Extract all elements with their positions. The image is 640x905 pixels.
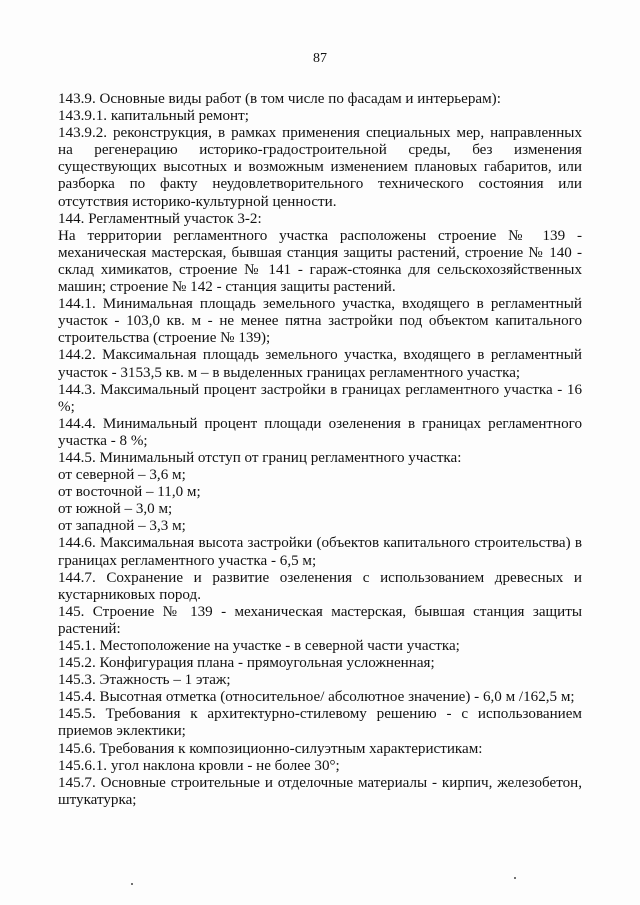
paragraph-144-3: 144.3. Максимальный процент застройки в границах регламентного участка - 16 %; (58, 381, 582, 415)
paragraph-144-5: 144.5. Минимальный отступ от границ регламентного участка: (58, 449, 462, 466)
paragraph-144-6: 144.6. Максимальная высота застройки (объектов капитального строительства) в границах регламентного участка - 6,5 м; (58, 535, 582, 569)
scan-speck (131, 883, 133, 885)
paragraph-145-1: 145.1. Местоположение на участке - в северной части участка; (58, 638, 460, 654)
paragraph-143-9-1: 143.9.1. капитальный ремонт; (58, 108, 249, 125)
setback-east: от восточной – 11,0 м; (58, 484, 201, 501)
paragraph-145-7: 145.7. Основные строительные и отделочные материалы - кирпич, железобетон, штукатурка; (58, 774, 582, 808)
paragraph-145: 145. Строение № 139 - механическая мастерская, бывшая станция защиты растений: (58, 603, 582, 637)
paragraph-144-2: 144.2. Максимальная площадь земельного участка, входящего в регламентный участок - 3153,5 кв. м – в выделенных границах регламентного участка; (58, 347, 582, 381)
paragraph-144: 144. Регламентный участок 3-2: (58, 210, 262, 227)
document-body (58, 91, 582, 809)
paragraph-145-2: 145.2. Конфигурация плана - прямоугольная усложненная; (58, 655, 435, 672)
paragraph-145-3: 145.3. Этажность – 1 этаж; (58, 672, 231, 689)
paragraph-144-7: 144.7. Сохранение и развитие озеленения с использованием древесных и кустарниковых пород. (58, 569, 582, 603)
paragraph-144-1: 144.1. Минимальная площадь земельного участка, входящего в регламентный участок - 103,0 кв. м - не менее пятна застройки под объектом капитального строительства (строение № 139); (58, 296, 582, 347)
page-number: 87 (313, 51, 327, 66)
paragraph-143-9-2: 143.9.2. реконструкция, в рамках применения специальных мер, направленных на регенерацию историко-градостроительной среды, без изменения существующих высотных и возможным изменением плановых габаритов, или разборка по факту неудовлетворительного технического состояния или отсутствия историко-культурной ценности. (58, 125, 582, 210)
paragraph-145-5: 145.5. Требования к архитектурно-стилевому решению - с использованием приемов эклектики; (58, 706, 582, 740)
setback-south: от южной – 3,0 м; (58, 501, 173, 518)
paragraph-145-6: 145.6. Требования к композиционно-силуэтным характеристикам: (58, 740, 483, 757)
setback-west: от западной – 3,3 м; (58, 518, 186, 535)
paragraph-145-6-1: 145.6.1. угол наклона кровли - не более 30°; (58, 757, 340, 774)
setback-north: от северной – 3,6 м; (58, 467, 186, 484)
paragraph-145-4: 145.4. Высотная отметка (относительное/ абсолютное значение) - 6,0 м /162,5 м; (58, 689, 575, 706)
scan-speck (514, 877, 516, 879)
paragraph-143-9: 143.9. Основные виды работ (в том числе по фасадам и интерьерам): (58, 91, 501, 107)
paragraph-144-intro: На территории регламентного участка расположены строение № 139 - механическая мастерская, бывшая станция защиты растений, строение № 140 - склад химикатов, строение № 141 - гараж-стоянка для сельскохозяйственных машин; строение № 142 - станция защиты растений. (58, 227, 582, 296)
paragraph-144-4: 144.4. Минимальный процент площади озеленения в границах регламентного участка - 8 %; (58, 415, 582, 449)
